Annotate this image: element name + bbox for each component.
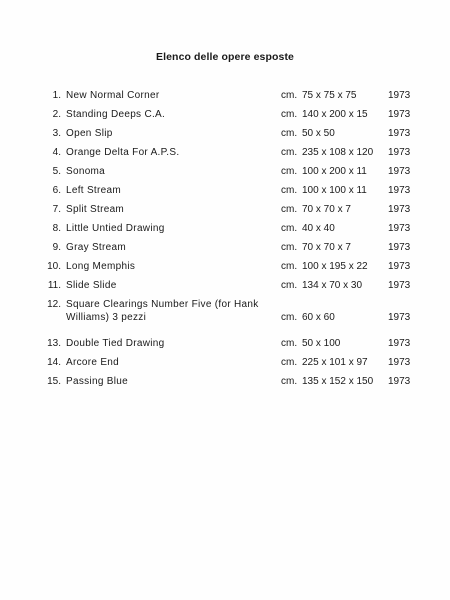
- work-title: New Normal Corner: [66, 90, 160, 101]
- work-dimensions: 70 x 70 x 7: [302, 204, 351, 215]
- work-dimensions: 70 x 70 x 7: [302, 242, 351, 253]
- work-row: [0, 108, 450, 127]
- work-year: 1973: [388, 223, 411, 234]
- work-year: 1973: [388, 109, 411, 120]
- work-title: Gray Stream: [66, 242, 126, 253]
- work-number: 5.: [52, 166, 61, 177]
- work-number: 13.: [47, 338, 61, 349]
- work-title: Sonoma: [66, 166, 106, 177]
- work-dimensions: 140 x 200 x 15: [302, 109, 368, 120]
- work-year: 1973: [388, 147, 411, 158]
- work-unit: cm.: [281, 166, 298, 177]
- work-dimensions: 135 x 152 x 150: [302, 376, 374, 387]
- work-number: 4.: [52, 147, 61, 158]
- work-dimensions: 235 x 108 x 120: [302, 147, 374, 158]
- work-unit: cm.: [281, 90, 298, 101]
- work-title: Square Clearings Number Five (for Hank Williams) 3 pezzi: [66, 299, 259, 323]
- work-number: 8.: [52, 223, 61, 234]
- work-row: [0, 127, 450, 146]
- work-unit: cm.: [281, 204, 298, 215]
- work-row: [0, 184, 450, 203]
- work-number: 1.: [52, 90, 61, 101]
- work-year: 1973: [388, 242, 411, 253]
- page-title: Elenco delle opere esposte: [156, 51, 294, 63]
- work-unit: cm.: [281, 338, 298, 349]
- work-year: 1973: [388, 128, 411, 139]
- work-row: [0, 375, 450, 394]
- work-title: Little Untied Drawing: [66, 223, 165, 234]
- work-number: 11.: [47, 280, 61, 291]
- work-title: Left Stream: [66, 185, 121, 196]
- work-title: Slide Slide: [66, 280, 117, 291]
- work-dimensions: 100 x 195 x 22: [302, 261, 368, 272]
- work-unit: cm.: [281, 312, 298, 323]
- work-unit: cm.: [281, 242, 298, 253]
- work-unit: cm.: [281, 280, 298, 291]
- work-dimensions: 60 x 60: [302, 312, 335, 323]
- work-year: 1973: [388, 312, 411, 323]
- work-row: [0, 356, 450, 375]
- works-list: [0, 89, 450, 394]
- work-year: 1973: [388, 204, 411, 215]
- work-row: [0, 337, 450, 356]
- work-number: 6.: [52, 185, 61, 196]
- work-unit: cm.: [281, 147, 298, 158]
- work-title: Split Stream: [66, 204, 125, 215]
- work-unit: cm.: [281, 376, 298, 387]
- work-dimensions: 40 x 40: [302, 223, 335, 234]
- work-row: [0, 298, 450, 337]
- work-title: Passing Blue: [66, 376, 128, 387]
- work-unit: cm.: [281, 261, 298, 272]
- work-dimensions: 75 x 75 x 75: [302, 90, 357, 101]
- work-title: Long Memphis: [66, 261, 136, 272]
- work-dimensions: 225 x 101 x 97: [302, 357, 368, 368]
- work-dimensions: 134 x 70 x 30: [302, 280, 363, 291]
- work-row: [0, 279, 450, 298]
- work-unit: cm.: [281, 223, 298, 234]
- work-row: [0, 146, 450, 165]
- work-year: 1973: [388, 90, 411, 101]
- work-number: 10.: [47, 261, 61, 272]
- work-row: [0, 203, 450, 222]
- work-dimensions: 50 x 50: [302, 128, 335, 139]
- work-unit: cm.: [281, 357, 298, 368]
- work-number: 12.: [47, 299, 61, 310]
- work-title: Orange Delta For A.P.S.: [66, 147, 180, 158]
- work-row: [0, 165, 450, 184]
- work-row: [0, 260, 450, 279]
- work-number: 9.: [52, 242, 61, 253]
- work-year: 1973: [388, 357, 411, 368]
- work-row: [0, 222, 450, 241]
- work-unit: cm.: [281, 109, 298, 120]
- work-dimensions: 100 x 100 x 11: [302, 185, 367, 196]
- work-title: Arcore End: [66, 357, 120, 368]
- work-unit: cm.: [281, 185, 298, 196]
- work-number: 15.: [47, 376, 61, 387]
- work-year: 1973: [388, 376, 411, 387]
- work-number: 14.: [47, 357, 61, 368]
- work-number: 7.: [52, 204, 61, 215]
- work-dimensions: 100 x 200 x 11: [302, 166, 367, 177]
- work-title: Open Slip: [66, 128, 113, 139]
- work-title: Standing Deeps C.A.: [66, 109, 166, 120]
- work-year: 1973: [388, 280, 411, 291]
- work-number: 2.: [52, 109, 61, 120]
- work-year: 1973: [388, 185, 411, 196]
- work-year: 1973: [388, 261, 411, 272]
- work-row: [0, 89, 450, 108]
- work-year: 1973: [388, 338, 411, 349]
- work-year: 1973: [388, 166, 411, 177]
- work-row: [0, 241, 450, 260]
- work-title: Double Tied Drawing: [66, 338, 165, 349]
- work-number: 3.: [52, 128, 61, 139]
- work-unit: cm.: [281, 128, 298, 139]
- work-dimensions: 50 x 100: [302, 338, 341, 349]
